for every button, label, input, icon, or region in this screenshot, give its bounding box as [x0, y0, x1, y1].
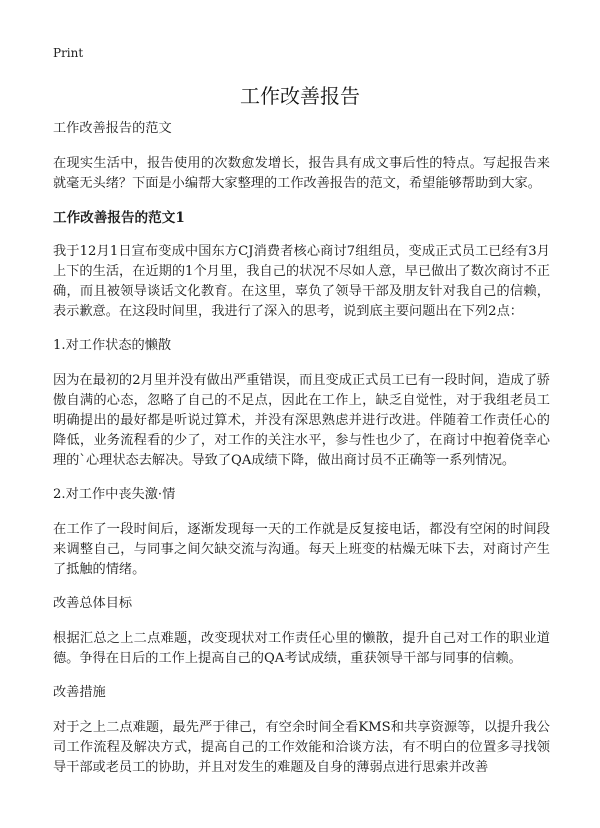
point-2-body: 在工作了一段时间后，逐渐发现每一天的工作就是反复接电话，都没有空闲的时间段来调整自己，与同事之间欠缺交流与沟通。每天上班变的枯燥无味下去，对商讨产生了抵触的情绪。	[53, 522, 550, 577]
page-title: 工作改善报告	[240, 84, 360, 108]
measures-body: 对于之上二点难题，最先严于律己，有空余时间全看KMS和共享资源等，以提升我公司工作流程及解决方式，提高自己的工作效能和洽谈方法，有不明白的位置多寻找领导干部或老员工的协助，并且对发生的难题及自身的薄弱点进行思索并改善	[53, 720, 550, 775]
point-1-heading: 1.对工作状态的懒散	[53, 338, 172, 353]
measures-heading: 改善措施	[53, 685, 106, 700]
paragraph-1: 我于12月1日宣布变成中国东方CJ消费者核心商讨7组组员，变成正式员工已经有3月上下的生活，在近期的1个月里，我自己的状况不尽如人意，早已做出了数次商讨不正确，而且被领导谈话文化教育。在这里，辜负了领导干部及朋友针对我自己的信赖，表示歉意。在这段时间里，我进行了深入的思考，说到底主要问题出在下列2点：	[53, 244, 550, 319]
document-body	[53, 119, 550, 792]
document-subtitle: 工作改善报告的范文	[53, 121, 172, 136]
section-heading: 工作改善报告的范文1	[53, 210, 185, 226]
point-2-heading: 2.对工作中丧失激·情	[53, 487, 176, 502]
point-1-body: 因为在最初的2月里并没有做出严重错误，而且变成正式员工已有一段时间，造成了骄傲自满的心态，忽略了自己的不足点，因此在工作上，缺乏自觉性，对于我组老员工明确提出的最好都是听说过算术，并没有深思熟虑并进行改进。伴随着工作责任心的降低，业务流程看的少了，对工作的关注水平，参与性也少了，在商讨中抱着侥幸心理的`心理状态去解决。导致了QA成绩下降，做出商讨员不正确等一系列情况。	[53, 373, 550, 468]
print-link[interactable]: Print	[53, 46, 84, 60]
goal-body: 根据汇总之上二点难题，改变现状对工作责任心里的懒散，提升自己对工作的职业道德。争得在日后的工作上提高自己的QA考试成绩，重获领导干部与同事的信赖。	[53, 631, 550, 666]
intro-paragraph: 在现实生活中，报告使用的次数愈发增长，报告具有成文事后性的特点。写起报告来就毫无头绪？下面是小编帮大家整理的工作改善报告的范文，希望能够帮助到大家。	[53, 156, 550, 191]
goal-heading: 改善总体目标	[53, 596, 133, 611]
